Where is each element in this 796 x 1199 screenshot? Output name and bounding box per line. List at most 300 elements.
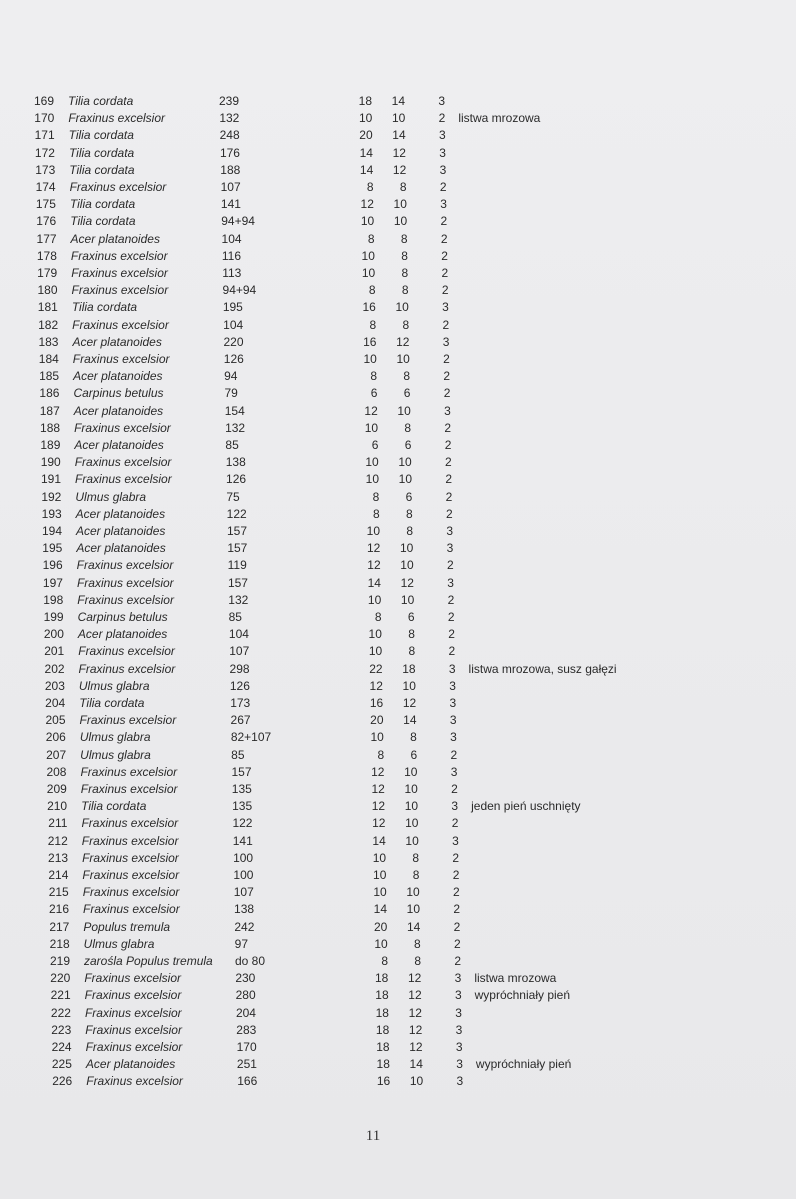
height-value: 14	[367, 575, 381, 590]
table-row	[3, 231, 763, 248]
height-value: 16	[363, 334, 377, 349]
crown-value: 6	[404, 438, 412, 452]
height-value: 18	[376, 1040, 390, 1054]
height-value: 10	[367, 592, 382, 607]
crown-value: 14	[391, 94, 405, 108]
tree-number: 198	[43, 592, 64, 607]
class-value: 2	[438, 111, 446, 126]
table-row	[12, 764, 772, 781]
crown-value: 8	[412, 868, 420, 882]
species-name: Acer platanoides	[77, 627, 168, 642]
class-value: 2	[443, 352, 450, 366]
species-name: Acer platanoides	[70, 231, 160, 246]
class-value: 3	[448, 661, 456, 676]
tree-number: 201	[44, 644, 65, 659]
height-value: 10	[372, 850, 387, 865]
height-value: 8	[377, 747, 385, 762]
table-row	[5, 368, 765, 385]
class-value: 2	[448, 627, 455, 642]
tree-number: 203	[44, 678, 65, 693]
height-value: 18	[358, 94, 372, 108]
crown-value: 8	[408, 627, 415, 642]
crown-value: 10	[393, 197, 407, 212]
tree-number: 200	[43, 627, 64, 642]
species-name: Tilia cordata	[69, 197, 136, 212]
table-row	[2, 179, 762, 196]
remark-text: listwa mrozowa	[458, 111, 541, 126]
species-name: Fraxinus excelsior	[72, 352, 170, 366]
crown-value: 12	[408, 1005, 422, 1020]
species-name: Carpinus betulus	[73, 386, 164, 401]
height-value: 12	[372, 816, 386, 831]
species-name: Acer platanoides	[74, 438, 164, 452]
height-value: 10	[370, 730, 384, 745]
table-row	[13, 798, 773, 815]
height-value: 12	[364, 403, 378, 418]
height-value: 12	[367, 558, 381, 573]
girth-value: 251	[236, 1057, 257, 1072]
species-name: Ulmus glabra	[75, 489, 147, 504]
height-value: 8	[366, 180, 374, 194]
species-name: Fraxinus excelsior	[85, 1040, 183, 1054]
crown-value: 8	[414, 954, 421, 968]
crown-value: 10	[404, 799, 419, 814]
girth-value: 239	[219, 94, 240, 108]
height-value: 10	[366, 524, 380, 538]
crown-value: 12	[396, 334, 410, 349]
tree-number: 211	[48, 816, 68, 831]
girth-value: 113	[222, 266, 242, 280]
tree-number: 170	[34, 111, 55, 126]
tree-number: 179	[37, 266, 58, 280]
remark-text: wypróchniały pień	[475, 1057, 572, 1072]
tree-number: 219	[49, 954, 70, 968]
tree-number: 191	[41, 472, 62, 487]
tree-number: 205	[45, 713, 66, 728]
crown-value: 10	[398, 472, 413, 487]
tree-number: 220	[50, 971, 71, 986]
class-value: 2	[445, 489, 453, 504]
tree-number: 172	[34, 145, 55, 160]
girth-value: 104	[221, 231, 242, 246]
table-row	[11, 661, 771, 678]
girth-value: 104	[228, 627, 249, 642]
crown-value: 8	[410, 730, 417, 745]
height-value: 20	[370, 713, 384, 728]
table-row	[6, 437, 766, 454]
table-row	[12, 712, 772, 729]
crown-value: 8	[400, 231, 408, 246]
species-name: Tilia cordata	[70, 214, 136, 229]
girth-value: 100	[233, 868, 254, 882]
girth-value: 188	[220, 162, 241, 177]
girth-value: 79	[224, 386, 238, 401]
table-row	[14, 833, 774, 850]
table-row	[18, 1073, 778, 1090]
crown-value: 14	[392, 128, 406, 143]
table-row	[17, 1005, 777, 1022]
table-row	[12, 747, 772, 764]
table-row	[18, 1039, 778, 1056]
crown-value: 8	[405, 506, 413, 521]
tree-number: 214	[48, 868, 69, 882]
species-name: Fraxinus excelsior	[74, 455, 172, 470]
crown-value: 8	[413, 936, 421, 951]
class-value: 2	[453, 902, 461, 917]
crown-value: 10	[406, 885, 420, 900]
class-value: 2	[450, 747, 458, 762]
crown-value: 14	[403, 713, 417, 728]
species-name: Fraxinus excelsior	[75, 472, 172, 487]
height-value: 10	[365, 472, 380, 487]
tree-number: 215	[48, 885, 69, 900]
table-row	[8, 523, 768, 540]
girth-value: 107	[233, 885, 254, 900]
crown-value: 10	[405, 816, 419, 831]
crown-value: 8	[408, 644, 416, 659]
class-value: 2	[444, 420, 452, 435]
crown-value: 6	[407, 610, 415, 624]
girth-value: 230	[235, 971, 256, 986]
crown-value: 12	[392, 162, 407, 177]
class-value: 2	[441, 248, 448, 263]
class-value: 3	[447, 575, 454, 590]
girth-value: 116	[221, 248, 242, 263]
girth-value: 104	[223, 317, 244, 332]
class-value: 2	[445, 455, 452, 470]
crown-value: 12	[408, 1022, 423, 1037]
girth-value: 94+94	[222, 283, 257, 298]
table-row	[3, 248, 763, 265]
species-name: zarośla Populus tremula	[84, 954, 213, 968]
table-row	[15, 884, 775, 901]
species-name: Acer platanoides	[73, 403, 164, 418]
tree-number: 210	[47, 799, 68, 814]
table-row	[6, 403, 766, 420]
class-value: 3	[456, 1074, 464, 1089]
table-row	[4, 317, 764, 334]
crown-value: 10	[398, 455, 412, 470]
tree-number: 224	[51, 1040, 72, 1054]
height-value: 20	[359, 128, 373, 143]
girth-value: 138	[234, 902, 255, 917]
tree-number: 195	[42, 541, 63, 556]
class-value: 3	[450, 764, 458, 779]
girth-value: 135	[232, 799, 253, 814]
class-value: 3	[440, 197, 447, 212]
class-value: 3	[452, 833, 459, 848]
species-name: Fraxinus excelsior	[82, 850, 179, 865]
crown-value: 10	[399, 541, 414, 556]
tree-number: 197	[42, 575, 63, 590]
tree-number: 185	[39, 369, 60, 384]
crown-value: 10	[393, 214, 408, 229]
class-value: 3	[442, 300, 449, 315]
class-value: 3	[454, 988, 462, 1003]
table-row	[13, 815, 773, 832]
height-value: 10	[358, 111, 373, 126]
girth-value: 126	[226, 472, 247, 487]
species-name: Fraxinus excelsior	[76, 558, 174, 573]
tree-number: 193	[41, 506, 62, 521]
class-value: 2	[447, 592, 455, 607]
species-name: Fraxinus excelsior	[80, 782, 178, 796]
crown-value: 10	[391, 111, 406, 126]
tree-number: 213	[48, 850, 69, 865]
height-value: 8	[369, 317, 377, 332]
height-value: 16	[376, 1074, 391, 1089]
height-value: 20	[374, 919, 388, 934]
class-value: 2	[448, 644, 456, 659]
girth-value: do 80	[235, 954, 266, 968]
species-name: Acer platanoides	[75, 506, 166, 521]
tree-number: 177	[36, 231, 57, 246]
class-value: 3	[439, 145, 446, 160]
tree-number: 194	[41, 524, 62, 538]
height-value: 18	[375, 1005, 389, 1020]
tree-number: 199	[43, 610, 64, 624]
tree-number: 208	[46, 764, 67, 779]
table-row	[11, 678, 771, 695]
class-value: 2	[443, 386, 451, 401]
species-name: Tilia cordata	[68, 145, 135, 160]
height-value: 10	[368, 627, 382, 642]
tree-number: 204	[45, 696, 66, 710]
height-value: 12	[371, 799, 386, 814]
species-name: Fraxinus excelsior	[71, 266, 168, 280]
girth-value: 242	[234, 919, 255, 934]
class-value: 2	[440, 231, 448, 246]
table-row	[17, 1022, 777, 1039]
species-name: Fraxinus excelsior	[78, 644, 175, 659]
crown-value: 10	[406, 902, 421, 917]
species-name: Fraxinus excelsior	[82, 868, 180, 882]
girth-value: 94+94	[221, 214, 255, 229]
class-value: 3	[455, 1022, 463, 1037]
height-value: 8	[381, 954, 388, 968]
height-value: 8	[372, 506, 380, 521]
girth-value: 94	[224, 369, 238, 384]
table-row	[5, 385, 765, 402]
table-row	[6, 420, 766, 437]
species-name: Fraxinus excelsior	[81, 833, 179, 848]
tree-number: 212	[47, 833, 68, 848]
species-name: Fraxinus excelsior	[86, 1074, 183, 1089]
tree-number: 202	[44, 661, 65, 676]
class-value: 2	[440, 214, 448, 229]
table-row	[0, 93, 760, 110]
height-value: 18	[375, 1022, 390, 1037]
tree-number: 222	[50, 1005, 71, 1020]
species-name: Fraxinus excelsior	[84, 1005, 182, 1020]
height-value: 18	[376, 1057, 390, 1072]
girth-value: 97	[234, 936, 249, 951]
girth-value: 85	[225, 438, 239, 452]
height-value: 10	[374, 936, 388, 951]
class-value: 2	[453, 936, 461, 951]
crown-value: 6	[403, 386, 411, 401]
species-name: Fraxinus excelsior	[68, 111, 166, 126]
height-value: 10	[363, 352, 377, 366]
crown-value: 6	[405, 489, 413, 504]
crown-value: 14	[407, 919, 421, 934]
height-value: 14	[373, 902, 388, 917]
tree-number: 174	[35, 180, 56, 194]
tree-number: 188	[40, 420, 61, 435]
species-name: Fraxinus excelsior	[82, 885, 180, 900]
girth-value: 85	[231, 747, 245, 762]
height-value: 16	[362, 300, 376, 315]
class-value: 2	[452, 868, 460, 882]
girth-value: 141	[232, 833, 253, 848]
girth-value: 157	[227, 575, 248, 590]
crown-value: 10	[395, 300, 409, 315]
class-value: 2	[444, 438, 452, 452]
class-value: 3	[438, 94, 445, 108]
crown-value: 10	[405, 833, 419, 848]
crown-value: 6	[410, 747, 418, 762]
girth-value: 173	[230, 696, 251, 710]
remark-text: listwa mrozowa	[474, 971, 557, 986]
table-row	[5, 351, 765, 368]
table-row	[18, 1056, 778, 1073]
species-name: Fraxinus excelsior	[70, 248, 168, 263]
table-row	[10, 609, 770, 626]
table-row	[11, 695, 771, 712]
species-name: Tilia cordata	[79, 696, 145, 710]
height-value: 8	[367, 231, 375, 246]
crown-value: 8	[401, 248, 408, 263]
species-name: Populus tremula	[83, 919, 171, 934]
crown-value: 10	[400, 558, 414, 573]
species-name: Fraxinus excelsior	[69, 180, 167, 194]
table-row	[9, 592, 769, 609]
girth-value: 195	[222, 300, 243, 315]
girth-value: 298	[229, 661, 250, 676]
height-value: 14	[359, 162, 374, 177]
table-row	[2, 196, 762, 213]
table-row	[4, 334, 764, 351]
girth-value: 100	[233, 850, 254, 865]
class-value: 2	[445, 506, 453, 521]
girth-value: 176	[219, 145, 240, 160]
crown-value: 8	[404, 420, 412, 435]
height-value: 10	[361, 248, 375, 263]
class-value: 3	[455, 1005, 462, 1020]
remark-text: listwa mrozowa, susz gałęzi	[468, 661, 617, 676]
table-row	[16, 970, 776, 987]
species-name: Fraxinus excelsior	[80, 764, 178, 779]
remark-text: wypróchniały pień	[474, 988, 571, 1003]
girth-value: 141	[220, 197, 241, 212]
class-value: 3	[456, 1057, 463, 1072]
table-row	[9, 557, 769, 574]
crown-value: 12	[408, 988, 422, 1003]
girth-value: 157	[227, 541, 248, 556]
tree-number: 221	[50, 988, 71, 1003]
class-value: 3	[439, 162, 447, 177]
girth-value: 154	[224, 403, 245, 418]
crown-value: 12	[409, 1040, 423, 1054]
class-value: 2	[452, 850, 460, 865]
crown-value: 10	[396, 352, 410, 366]
girth-value: 248	[219, 128, 240, 143]
species-name: Tilia cordata	[69, 162, 135, 177]
species-name: Fraxinus excelsior	[71, 283, 169, 298]
species-name: Acer platanoides	[72, 334, 162, 349]
girth-value: 170	[236, 1040, 257, 1054]
girth-value: 267	[230, 713, 251, 728]
height-value: 8	[372, 489, 380, 504]
class-value: 3	[455, 1040, 463, 1054]
class-value: 3	[444, 403, 451, 418]
girth-value: 283	[236, 1022, 257, 1037]
height-value: 10	[364, 420, 379, 435]
crown-value: 8	[401, 266, 409, 280]
crown-value: 10	[404, 764, 418, 779]
height-value: 10	[365, 455, 379, 470]
height-value: 16	[369, 696, 384, 710]
crown-value: 10	[400, 592, 415, 607]
class-value: 3	[449, 713, 457, 728]
tree-number: 216	[49, 902, 70, 917]
crown-value: 10	[409, 1074, 424, 1089]
tree-number: 175	[35, 197, 56, 212]
table-row	[9, 575, 769, 592]
species-name: Fraxinus excelsior	[83, 902, 180, 917]
girth-value: 107	[220, 180, 241, 194]
girth-value: 107	[229, 644, 250, 659]
class-value: 2	[454, 954, 461, 968]
tree-number: 189	[40, 438, 61, 452]
tree-number: 171	[34, 128, 55, 143]
table-row	[2, 213, 762, 230]
species-name: Tilia cordata	[68, 94, 134, 108]
girth-value: 157	[231, 764, 252, 779]
girth-value: 119	[227, 558, 247, 573]
class-value: 2	[443, 369, 451, 384]
tree-number: 176	[36, 214, 57, 229]
page-number: 11	[365, 1128, 381, 1144]
class-value: 3	[450, 730, 457, 745]
table-row	[7, 471, 767, 488]
tree-number: 178	[36, 248, 57, 263]
girth-value: 82+107	[230, 730, 272, 745]
girth-value: 126	[229, 678, 250, 693]
height-value: 18	[375, 988, 389, 1003]
height-value: 22	[369, 661, 383, 676]
class-value: 2	[453, 919, 461, 934]
table-row	[7, 489, 767, 506]
class-value: 3	[449, 696, 457, 710]
crown-value: 8	[401, 283, 409, 298]
tree-number: 226	[52, 1074, 73, 1089]
class-value: 2	[441, 266, 449, 280]
species-name: Carpinus betulus	[77, 610, 168, 624]
crown-value: 10	[402, 678, 416, 693]
class-value: 2	[445, 472, 453, 487]
species-name: Ulmus glabra	[78, 678, 150, 693]
table-row	[8, 506, 768, 523]
crown-value: 8	[399, 180, 407, 194]
tree-number: 183	[38, 334, 59, 349]
height-value: 10	[373, 868, 387, 882]
tree-number: 192	[41, 489, 62, 504]
species-name: Tilia cordata	[68, 128, 134, 143]
species-name: Ulmus glabra	[83, 936, 155, 951]
species-name: Acer platanoides	[76, 524, 166, 538]
species-name: Acer platanoides	[76, 541, 166, 556]
